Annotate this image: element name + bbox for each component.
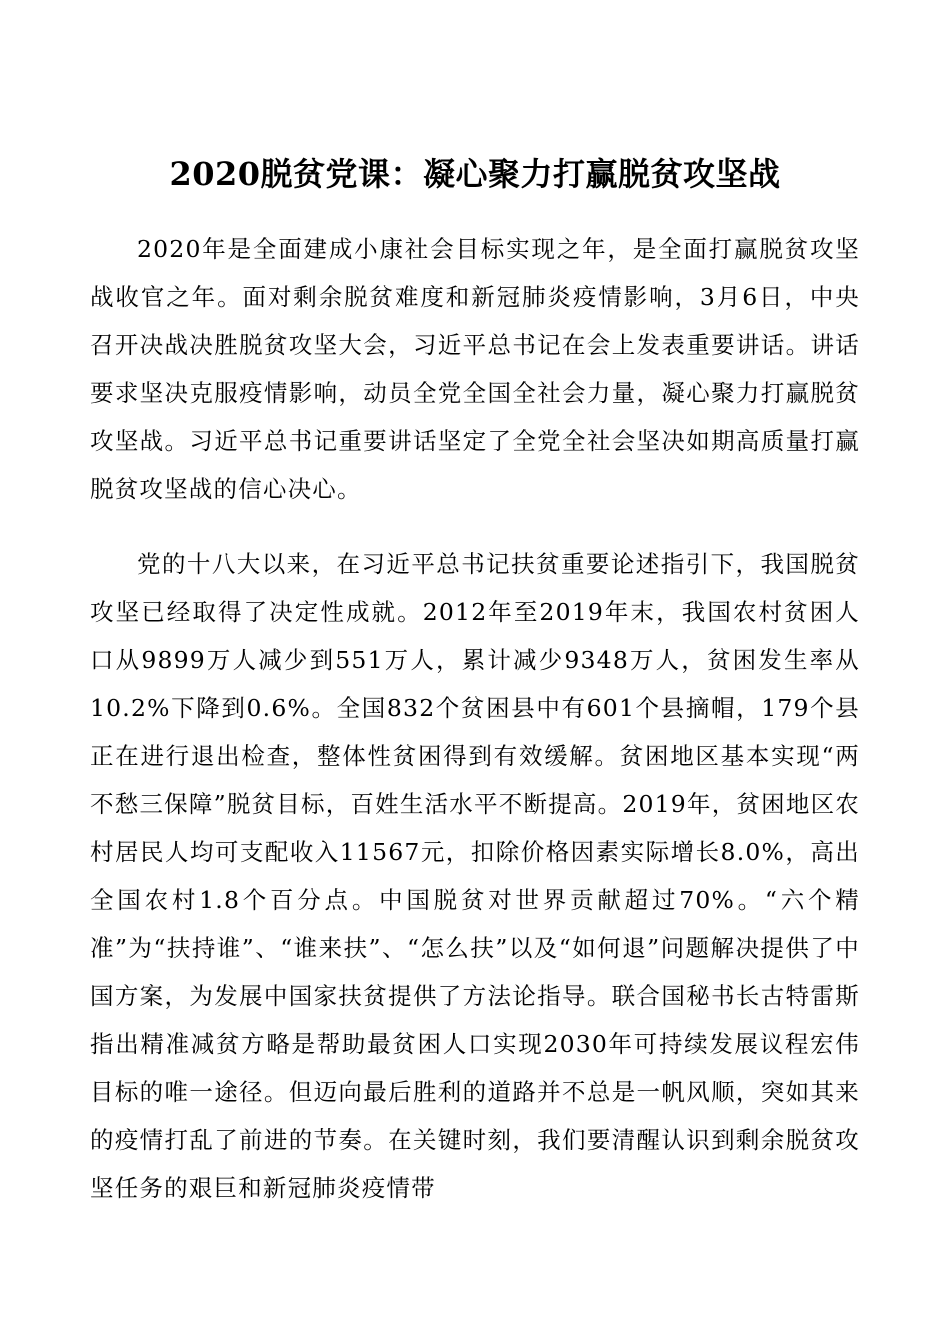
paragraph-2: 党的十八大以来，在习近平总书记扶贫重要论述指引下，我国脱贫攻坚已经取得了决定性成就。2012年至2019年末，我国农村贫困人口从9899万人减少到551万人，累计减少9348万人，贫困发生率从10.2%下降到0.6%。全国832个贫困县中有601个县摘帽，179个县正在进行退出检查，整体性贫困得到有效缓解。贫困地区基本实现“两不愁三保障”脱贫目标，百姓生活水平不断提高。2019年，贫困地区农村居民人均可支配收入11567元，扣除价格因素实际增长8.0%，高出全国农村1.8个百分点。中国脱贫对世界贡献超过70%。“六个精准”为“扶持谁”、“谁来扶”、“怎么扶”以及“如何退”问题解决提供了中国方案，为发展中国家扶贫提供了方法论指导。联合国秘书长古特雷斯指出精准减贫方略是帮助最贫困人口实现2030年可持续发展议程宏伟目标的唯一途径。但迈向最后胜利的道路并不总是一帆风顺，突如其来的疫情打乱了前进的节奏。在关键时刻，我们要清醒认识到剩余脱贫攻坚任务的艰巨和新冠肺炎疫情带	[90, 550, 860, 1202]
paragraph-1: 2020年是全面建成小康社会目标实现之年，是全面打赢脱贫攻坚战收官之年。面对剩余脱贫难度和新冠肺炎疫情影响，3月6日，中央召开决战决胜脱贫攻坚大会，习近平总书记在会上发表重要讲话。讲话要求坚决克服疫情影响，动员全党全国全社会力量，凝心聚力打赢脱贫攻坚战。习近平总书记重要讲话坚定了全党全社会坚决如期高质量打赢脱贫攻坚战的信心决心。	[90, 235, 860, 503]
document-title: 2020脱贫党课：凝心聚力打赢脱贫攻坚战	[169, 155, 781, 193]
